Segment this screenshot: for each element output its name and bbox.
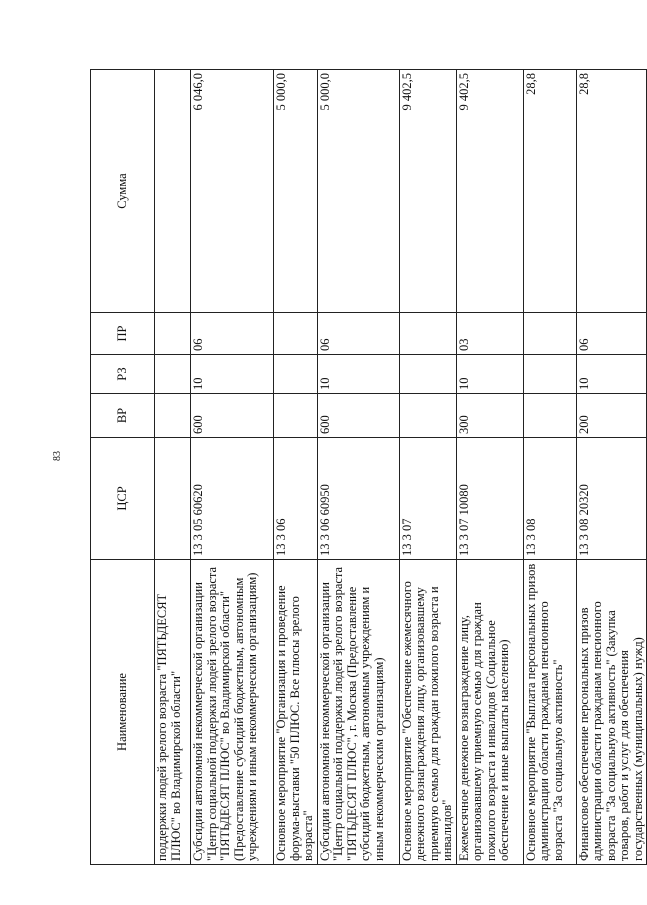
row-sum: 28,8 bbox=[523, 70, 576, 313]
row-name: Субсидии автономной некоммерческой организации "Центр социальной поддержки людей зрелого возраста "ПЯТЬДЕСЯТ ПЛЮС" во Владимирской области" (Предоставление субсидий бюджетным, автономным учреждениям и иным некоммерческим организациям) bbox=[191, 560, 274, 865]
page-number: 83 bbox=[52, 451, 63, 461]
row-pr bbox=[274, 313, 318, 355]
row-rz bbox=[274, 355, 318, 394]
row-vr bbox=[274, 394, 318, 438]
row-csr: 13 3 08 20320 bbox=[576, 438, 647, 560]
row-rz: 10 bbox=[456, 355, 523, 394]
row-rz: 10 bbox=[317, 355, 399, 394]
table-row bbox=[523, 70, 576, 865]
table-row bbox=[317, 70, 399, 865]
header-pr: ПР bbox=[91, 313, 155, 355]
header-name: Наименование bbox=[91, 560, 155, 865]
row-sum: 9 402,5 bbox=[399, 70, 456, 313]
row-pr: 06 bbox=[317, 313, 399, 355]
row-csr: 13 3 06 bbox=[274, 438, 318, 560]
table-row bbox=[191, 70, 274, 865]
row-rz: 10 bbox=[576, 355, 647, 394]
row-name: Основное мероприятие "Выплата персональных призов администрации области гражданам пенсионного возраста "За социальную активность" bbox=[523, 560, 576, 865]
row-name: Основное мероприятие "Организация и проведение форума-выставки "50 ПЛЮС. Все плюсы зрелого возраста" bbox=[274, 560, 318, 865]
row-sum: 28,8 bbox=[576, 70, 647, 313]
row-sum: 5 000,0 bbox=[317, 70, 399, 313]
budget-table bbox=[90, 69, 647, 865]
row-pr bbox=[155, 313, 191, 355]
row-pr: 06 bbox=[191, 313, 274, 355]
row-vr: 300 bbox=[456, 394, 523, 438]
row-name: Ежемесячное денежное вознаграждение лицу, организовавшему приемную семью для граждан пожилого возраста и инвалидов (Социальное обеспечение и иные выплаты населению) bbox=[456, 560, 523, 865]
row-vr: 600 bbox=[317, 394, 399, 438]
table-row bbox=[155, 70, 191, 865]
header-sum: Сумма bbox=[91, 70, 155, 313]
row-name: поддержки людей зрелого возраста "ПЯТЬДЕСЯТ ПЛЮС" во Владимирской области" bbox=[155, 560, 191, 865]
row-vr bbox=[399, 394, 456, 438]
row-sum: 5 000,0 bbox=[274, 70, 318, 313]
row-sum: 9 402,5 bbox=[456, 70, 523, 313]
table-row bbox=[399, 70, 456, 865]
row-sum bbox=[155, 70, 191, 313]
row-pr bbox=[523, 313, 576, 355]
table-row bbox=[456, 70, 523, 865]
row-csr: 13 3 06 60950 bbox=[317, 438, 399, 560]
row-vr: 600 bbox=[191, 394, 274, 438]
row-csr: 13 3 07 10080 bbox=[456, 438, 523, 560]
table-row bbox=[274, 70, 318, 865]
row-vr bbox=[523, 394, 576, 438]
row-pr: 06 bbox=[576, 313, 647, 355]
row-pr: 03 bbox=[456, 313, 523, 355]
row-csr: 13 3 08 bbox=[523, 438, 576, 560]
table-row bbox=[576, 70, 647, 865]
row-csr: 13 3 05 60620 bbox=[191, 438, 274, 560]
row-vr: 200 bbox=[576, 394, 647, 438]
row-name: Основное мероприятие "Обеспечение ежемесячного денежного вознаграждения лицу, организовавшему приемную семью для граждан пожилого возраста и инвалидов" bbox=[399, 560, 456, 865]
row-sum: 6 046,0 bbox=[191, 70, 274, 313]
header-vr: ВР bbox=[91, 394, 155, 438]
row-rz bbox=[399, 355, 456, 394]
row-vr bbox=[155, 394, 191, 438]
header-csr: ЦСР bbox=[91, 438, 155, 560]
row-rz bbox=[523, 355, 576, 394]
row-name: Финансовое обеспечение персональных призов администрации области гражданам пенсионного возраста "За социальную активность" (Закупка товаров, работ и услуг для обеспечения государственных (муниципальных) нужд) bbox=[576, 560, 647, 865]
rotated-table-wrapper bbox=[90, 70, 645, 865]
row-rz: 10 bbox=[191, 355, 274, 394]
row-rz bbox=[155, 355, 191, 394]
row-name: Субсидии автономной некоммерческой организации "Центр социальной поддержки людей зрелого возраста "ПЯТЬДЕСЯТ ПЛЮС", г. Москва (Предоставление субсидий бюджетным, автономным учреждениям и иным некоммерческим организациям) bbox=[317, 560, 399, 865]
row-csr bbox=[155, 438, 191, 560]
row-pr bbox=[399, 313, 456, 355]
row-csr: 13 3 07 bbox=[399, 438, 456, 560]
table-header-row bbox=[91, 70, 155, 865]
header-rz: РЗ bbox=[91, 355, 155, 394]
